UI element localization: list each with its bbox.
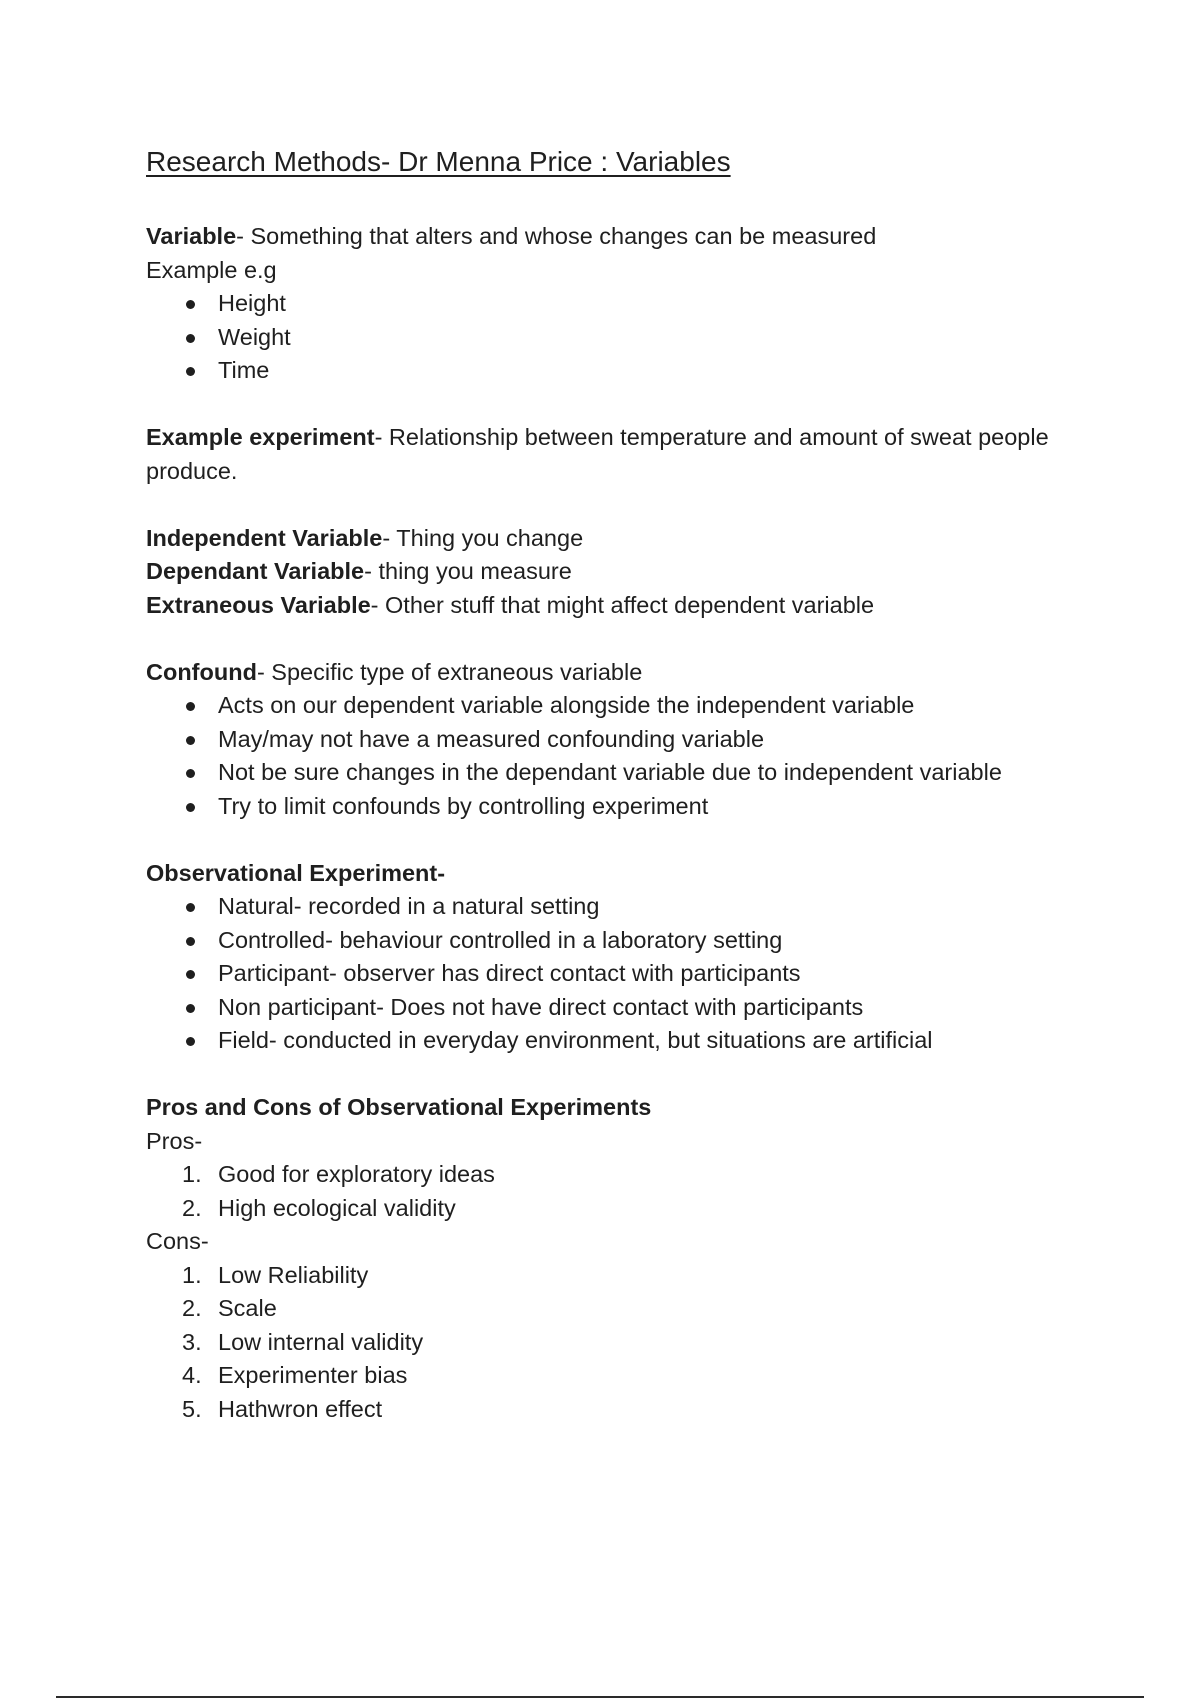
item-text: High ecological validity — [218, 1194, 456, 1221]
heading: Pros and Cons of Observational Experiments — [146, 1094, 652, 1120]
list-item: Not be sure changes in the dependant variable due to independent variable — [146, 756, 1106, 790]
term: Example experiment — [146, 424, 375, 450]
list-item: Field- conducted in everyday environment, but situations are artificial — [146, 1024, 1106, 1058]
list-item: Acts on our dependent variable alongside the independent variable — [146, 689, 1106, 723]
list-item — [146, 1192, 1106, 1226]
document-page — [146, 142, 1106, 1426]
cons-label: Cons- — [146, 1228, 209, 1254]
item-text: Experimenter bias — [218, 1362, 408, 1388]
pros-list — [146, 1158, 1106, 1225]
list-item — [146, 1393, 1106, 1427]
page-title: Research Methods- Dr Menna Price : Variables — [146, 146, 731, 177]
definition: - Relationship between temperature and amount of sweat people produce. — [146, 424, 1049, 484]
example-experiment — [146, 421, 1086, 488]
list-item: Weight — [146, 321, 1106, 355]
examples-list — [146, 287, 1106, 388]
list-item: Time — [146, 354, 1106, 388]
observational-list — [146, 890, 1106, 1058]
definition: - Something that alters and whose changes can be measured — [236, 223, 877, 249]
confound-list — [146, 689, 1106, 823]
term: Dependant Variable — [146, 558, 365, 584]
pros-cons-heading — [146, 1091, 1106, 1125]
list-item: May/may not have a measured confounding variable — [146, 723, 1106, 757]
dependant-variable — [146, 555, 1106, 589]
list-item — [146, 1158, 1106, 1192]
definition: - thing you measure — [364, 558, 572, 584]
item-text: Good for exploratory ideas — [218, 1161, 495, 1187]
list-item: Non participant- Does not have direct contact with participants — [146, 991, 1106, 1025]
confound-definition — [146, 656, 1106, 690]
footer-divider — [56, 1696, 1144, 1698]
list-item: Height — [146, 287, 1106, 321]
observational-heading — [146, 857, 1106, 891]
example-label: Example e.g — [146, 256, 277, 283]
term: Variable — [146, 223, 237, 249]
list-item: Controlled- behaviour controlled in a laboratory setting — [146, 924, 1106, 958]
item-number: 3. — [182, 1328, 202, 1355]
item-number: 1. — [182, 1261, 202, 1288]
item-text: Low internal validity — [218, 1328, 424, 1355]
term: Independent Variable — [146, 524, 383, 551]
item-number: 4. — [182, 1362, 202, 1388]
item-number: 5. — [182, 1395, 202, 1422]
list-item — [146, 1292, 1106, 1326]
item-number: 2. — [182, 1295, 202, 1321]
item-text: Low Reliability — [218, 1261, 369, 1288]
item-text: Hathwron effect — [218, 1395, 383, 1422]
pros-label: Pros- — [146, 1127, 203, 1154]
cons-list — [146, 1259, 1106, 1427]
term: Observational Experiment- — [146, 859, 446, 886]
list-item — [146, 1359, 1106, 1393]
term: Confound — [146, 658, 257, 685]
list-item — [146, 1259, 1106, 1293]
item-number: 2. — [182, 1194, 202, 1221]
term: Extraneous Variable — [146, 591, 371, 618]
independent-variable — [146, 522, 1106, 556]
definition: - Other stuff that might affect dependent variable — [370, 591, 875, 618]
item-text: Scale — [218, 1295, 277, 1321]
variable-definition — [146, 220, 1106, 254]
list-item — [146, 1326, 1106, 1360]
list-item: Natural- recorded in a natural setting — [146, 890, 1106, 924]
extraneous-variable — [146, 589, 1106, 623]
list-item: Participant- observer has direct contact with participants — [146, 957, 1106, 991]
definition: - Thing you change — [382, 524, 584, 551]
item-number: 1. — [182, 1161, 202, 1187]
definition: - Specific type of extraneous variable — [256, 658, 643, 685]
list-item: Try to limit confounds by controlling experiment — [146, 790, 1106, 824]
